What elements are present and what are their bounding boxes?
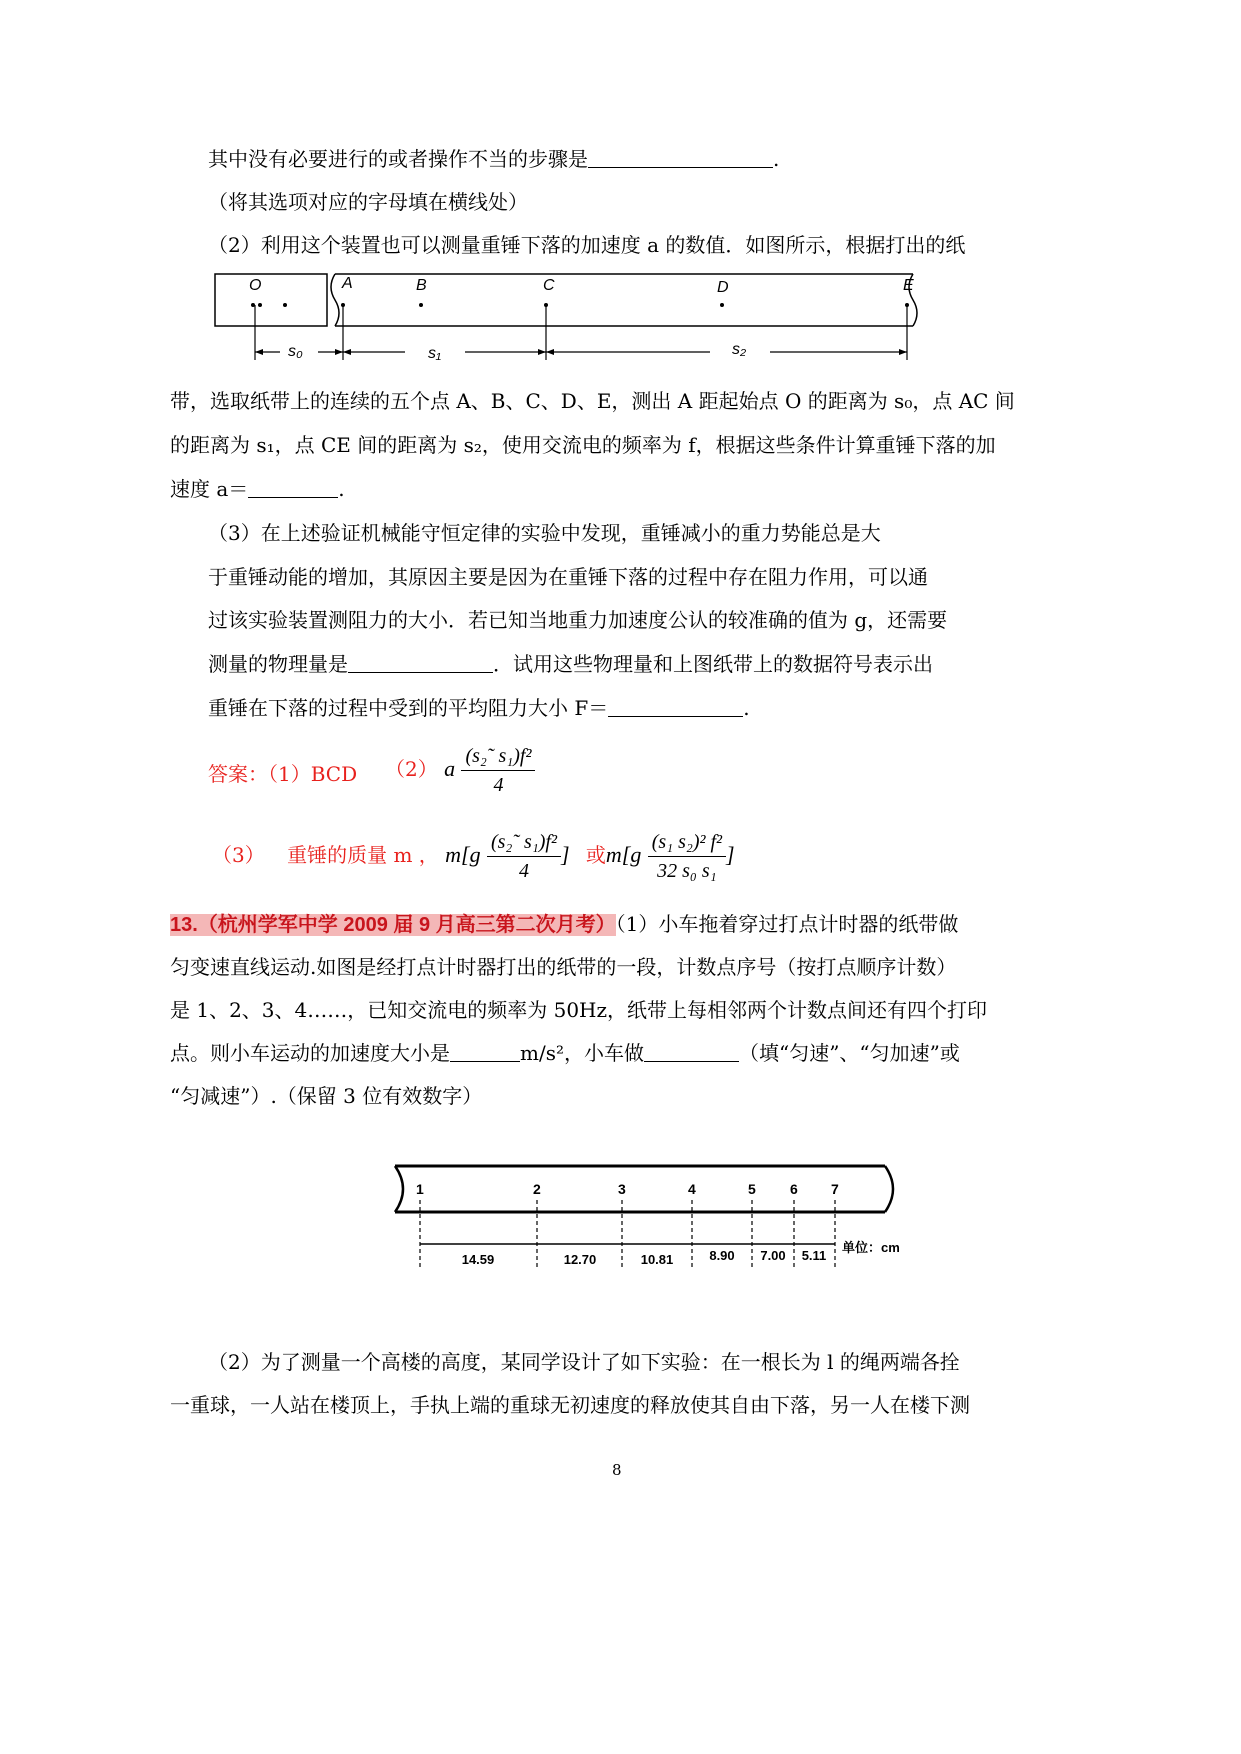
q13-line-1	[170, 910, 958, 939]
text-line-11	[208, 694, 750, 722]
line-10-text-a: 测量的物理量是	[208, 652, 348, 676]
answer-part2-label: （2）	[385, 757, 438, 781]
text-line-7: （3）在上述验证机械能守恒定律的实验中发现，重锤减小的重力势能总是大	[208, 521, 881, 545]
tape1-dist-s0: s₀	[288, 343, 303, 360]
tape2-point-1: 1	[416, 1181, 424, 1197]
line-1-text: 其中没有必要进行的或者操作不当的步骤是	[208, 147, 588, 171]
answer-blank-4	[608, 694, 743, 717]
q13-line-7: 一重球，一人站在楼顶上，手执上端的重球无初速度的释放使其自由下落，另一人在楼下测	[170, 1393, 970, 1417]
tape2-point-3: 3	[618, 1181, 626, 1197]
q13-line-4-text-b: m/s²，小车做	[520, 1041, 644, 1065]
formula-resistance-2-denominator: 32 s₀ s₁	[657, 860, 717, 882]
tape1-dist-s1: s₁	[428, 345, 442, 362]
tape2-segment-5: 7.00	[760, 1248, 786, 1263]
line-1-end: .	[773, 147, 780, 171]
answer-part3-label: （3）	[212, 843, 265, 867]
answer-blank-6	[644, 1039, 739, 1062]
tape1-label-B: B	[416, 277, 427, 294]
tape2-segment-1: 14.59	[461, 1252, 495, 1267]
text-line-10	[208, 650, 933, 678]
text-line-9: 过该实验装置测阻力的大小．若已知当地重力加速度公认的较准确的值为 g，还需要	[208, 608, 948, 632]
q13-line-3: 是 1、2、3、4……，已知交流电的频率为 50Hz，纸带上每相邻两个计数点间还有四个打印	[170, 998, 988, 1022]
q13-heading: 13.（杭州学军中学 2009 届 9 月高三第二次月考）	[170, 914, 616, 936]
text-line-1	[208, 145, 779, 173]
formula-resistance-1	[487, 828, 561, 885]
text-line-4: 带，选取纸带上的连续的五个点 A、B、C、D、E，测出 A 距起始点 O 的距离为 s₀，点 AC 间	[170, 389, 1015, 413]
tape1-label-C: C	[543, 277, 555, 294]
q13-line-1-text: （1）小车拖着穿过打点计时器的纸带做	[615, 912, 959, 936]
formula-resistance-1-denominator: 4	[518, 860, 529, 882]
tape2-segment-3: 10.81	[640, 1252, 674, 1267]
tape1-label-E: E	[903, 277, 914, 294]
answer-blank-1	[588, 145, 773, 168]
q13-line-6: （2）为了测量一个高楼的高度，某同学设计了如下实验：在一根长为 l 的绳两端各拴	[208, 1350, 960, 1374]
line-11-end: .	[743, 696, 750, 720]
tape2-point-4: 4	[688, 1181, 696, 1197]
formula-resistance-2	[648, 828, 726, 885]
formula-resistance-2-numerator: (s₁ s₂)² f²	[648, 828, 726, 857]
formula-acceleration	[461, 742, 535, 799]
answer-part3-text: 重锤的质量 m ，	[287, 843, 439, 867]
q13-line-4-text-a: 点。则小车运动的加速度大小是	[170, 1041, 450, 1065]
tape1-dist-s2: s₂	[732, 341, 747, 358]
tape2-point-5: 5	[748, 1181, 756, 1197]
answer-blank-5	[450, 1039, 520, 1062]
page-number: 8	[612, 1461, 622, 1479]
line-6-end: .	[338, 477, 345, 501]
answer-blank-2	[248, 475, 338, 498]
tape2-segment-4: 8.90	[709, 1248, 735, 1263]
answer-part1: 答案：（1）BCD	[208, 762, 358, 786]
tape1-label-O: O	[249, 277, 262, 294]
tape2-point-2: 2	[533, 1181, 541, 1197]
q13-line-4-text-c: （填“匀速”、“匀加速”或	[738, 1041, 960, 1065]
tape2-unit: 单位：cm	[842, 1240, 900, 1255]
formula-acceleration-denominator: 4	[493, 774, 504, 796]
formula-resistance-1-numerator: (s₂˜ s₁)f²	[487, 828, 561, 857]
tape2-point-6: 6	[790, 1181, 798, 1197]
paper-tape-diagram-2	[380, 1160, 910, 1280]
formula-acceleration-numerator: (s₂˜ s₁)f²	[461, 742, 535, 771]
answer-blank-3	[348, 650, 493, 673]
text-line-2: （将其选项对应的字母填在横线处）	[208, 190, 528, 214]
text-line-8: 于重锤动能的增加，其原因主要是因为在重锤下落的过程中存在阻力作用，可以通	[208, 565, 928, 589]
line-6-text: 速度 a＝	[170, 477, 249, 501]
answer-part2: （2） a $\frac{\text{(s₂˜ s₁)f²}}{4}$	[385, 742, 535, 799]
q13-line-4	[170, 1039, 960, 1067]
tape2-segment-2: 12.70	[563, 1252, 597, 1267]
line-11-text: 重锤在下落的过程中受到的平均阻力大小 F＝	[208, 696, 609, 720]
text-line-5: 的距离为 s₁，点 CE 间的距离为 s₂，使用交流电的频率为 f，根据这些条件计算重锤下落的加	[170, 433, 996, 457]
tape2-segment-6: 5.11	[801, 1248, 827, 1263]
paper-tape-diagram-1	[210, 272, 930, 382]
text-line-6	[170, 475, 345, 503]
answer-part3: （3） 重锤的质量 m ， m[g $\frac{\text{(s₂˜ s₁)f²}}{4}$ ] 或m[g $\frac{\text{(s₁ s₂)² f²}}{\text{32 s₀ s₁}}$ ]	[212, 828, 735, 885]
text-line-3: （2）利用这个装置也可以测量重锤下落的加速度 a 的数值．如图所示，根据打出的纸	[208, 233, 966, 257]
answer-or: 或	[585, 843, 606, 867]
tape1-label-A: A	[342, 275, 353, 292]
tape2-point-7: 7	[831, 1181, 839, 1197]
tape1-label-D: D	[717, 279, 729, 296]
line-10-text-b: ．试用这些物理量和上图纸带上的数据符号表示出	[493, 652, 933, 676]
q13-line-2: 匀变速直线运动.如图是经打点计时器打出的纸带的一段，计数点序号（按打点顺序计数）	[170, 955, 957, 979]
q13-line-5: “匀减速”）.（保留 3 位有效数字）	[170, 1084, 483, 1108]
